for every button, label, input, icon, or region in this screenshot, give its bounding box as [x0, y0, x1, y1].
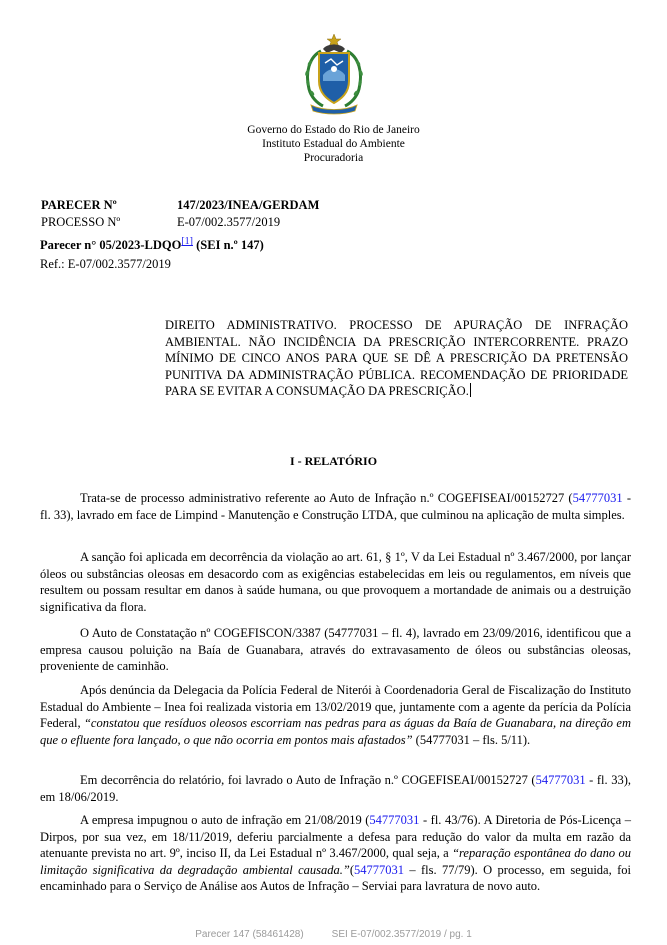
section-title: I - RELATÓRIO	[289, 454, 378, 468]
paragraph-2	[40, 549, 631, 615]
paragraph-5	[40, 772, 631, 805]
ementa-text: DIREITO ADMINISTRATIVO. PROCESSO DE APURAÇÃO DE INFRAÇÃO AMBIENTAL. NÃO INCIDÊNCIA DA PRESCRIÇÃO INTERCORRENTE. PRAZO MÍNIMO DE CINCO ANOS PARA QUE SE DÊ A PRESCRIÇÃO DA PRETENSÃO PUNITIVA DA ADMINISTRAÇÃO PÚBLICA. RECOMENDAÇÃO DE PRIORIDADE PARA SE EVITAR A CONSUMAÇÃO DA PRESCRIÇÃO.	[165, 318, 628, 398]
sei-document-link[interactable]: 54777031	[354, 862, 404, 877]
ementa-summary	[165, 317, 628, 400]
footer-document-id: Parecer 147 (58461428)	[195, 929, 304, 940]
p6-text-a: A empresa impugnou o auto de infração em 21/08/2019 (	[80, 813, 370, 827]
header-government: Governo do Estado do Rio de Janeiro	[247, 124, 420, 136]
p6-text-b: - fl. 43/76). A Diretoria de Pós-Licença – Dirpos, por sua vez, em 18/11/2019, deferiu parcialmente a defesa para redução do valor da multa em razão da atenuante prevista no art. 9º, inciso II, da Lei Estadual nº 3.467/2000, qual seja, a	[40, 813, 631, 860]
sei-document-link[interactable]: 54777031	[535, 773, 586, 787]
coat-of-arms-icon	[301, 33, 367, 117]
p2-text: A sanção foi aplicada em decorrência da violação ao art. 61, § 1º, V da Lei Estadual nº 3.467/2000, por lançar óleos ou substâncias oleosas em desacordo com as exigências estabelecidas em leis ou regulamentos, em níveis que resultem ou possam resultar em danos à saúde humana, ou que provoquem a mortandade de animais ou a destruição significativa da flora.	[40, 550, 631, 614]
p4-text-b: (54777031 – fls. 5/11).	[412, 732, 531, 747]
reference-line: Ref.: E-07/002.3577/2019	[40, 257, 171, 271]
p1-text-b: - fl. 33), lavrado em face de Limpind - Manutenção e Construção LTDA, que culminou na aplicação de multa simples.	[40, 491, 631, 522]
processo-label: PROCESSO Nº	[41, 215, 121, 229]
parecer-ldqo-line	[40, 237, 264, 255]
header-department: Procuradoria	[303, 152, 364, 164]
parecer-line	[41, 197, 319, 213]
p6-text-d: – fls. 77/79). O processo, em seguida, foi encaminhado para o Serviço de Análise aos Autos de Infração – Serviai para lavratura de novo auto.	[40, 862, 631, 893]
parecer-number: 147/2023/INEA/GERDAM	[177, 198, 320, 212]
processo-line	[41, 214, 280, 230]
page-footer	[0, 929, 667, 940]
parecer-label: PARECER Nº	[41, 198, 117, 212]
p5-text-b: - fl. 33), em 18/06/2019.	[40, 773, 631, 804]
paragraph-4	[40, 682, 631, 748]
paragraph-6	[40, 812, 631, 895]
p6-quote: “reparação espontânea do dano ou limitação significativa da degradação ambiental causada.”	[40, 846, 631, 877]
p1-text-a: Trata-se de processo administrativo referente ao Auto de Infração n.º COGEFISEAI/00152727 (	[80, 491, 573, 505]
paragraph-1	[40, 490, 631, 523]
p4-quote: “constatou que resíduos oleosos escorriam nas pedras para as águas da Baía de Guanabara, na direção em que o efluente fora lançado, o que não ocorria em pontos mais afastados”	[40, 716, 632, 747]
p6-text-c: (	[349, 862, 354, 877]
footer-page-info: SEI E-07/002.3577/2019 / pg. 1	[331, 929, 472, 940]
p5-text-a: Em decorrência do relatório, foi lavrado o Auto de Infração n.º COGEFISEAI/00152727 (	[80, 773, 536, 787]
sei-document-link[interactable]: 54777031	[369, 813, 420, 827]
parecer-ldqo-sei: (SEI n.º 147)	[193, 238, 264, 252]
p4-text-a: Após denúncia da Delegacia da Polícia Federal de Niterói à Coordenadoria Geral de Fiscalização do Instituto Estadual do Ambiente – Inea foi realizada vistoria em 13/02/2019 que, juntamente com a agente da perícia da Polícia Federal,	[40, 683, 631, 730]
processo-number: E-07/002.3577/2019	[177, 215, 281, 229]
sei-document-link[interactable]: 54777031	[572, 491, 623, 505]
parecer-ldqo-number: Parecer n° 05/2023-LDQO	[40, 238, 182, 252]
institution-header	[0, 123, 667, 165]
header-institute: Instituto Estadual do Ambiente	[262, 138, 405, 150]
paragraph-3	[40, 625, 631, 675]
text-cursor	[470, 383, 471, 397]
p3-text: O Auto de Constatação nº COGEFISCON/3387 (54777031 – fl. 4), lavrado em 23/09/2016, identificou que a empresa causou poluição na Baía de Guanabara, através do extravasamento de óleos ou substâncias oleosas, proveniente de caminhão.	[40, 626, 631, 673]
footnote-link[interactable]: [1]	[181, 236, 193, 247]
